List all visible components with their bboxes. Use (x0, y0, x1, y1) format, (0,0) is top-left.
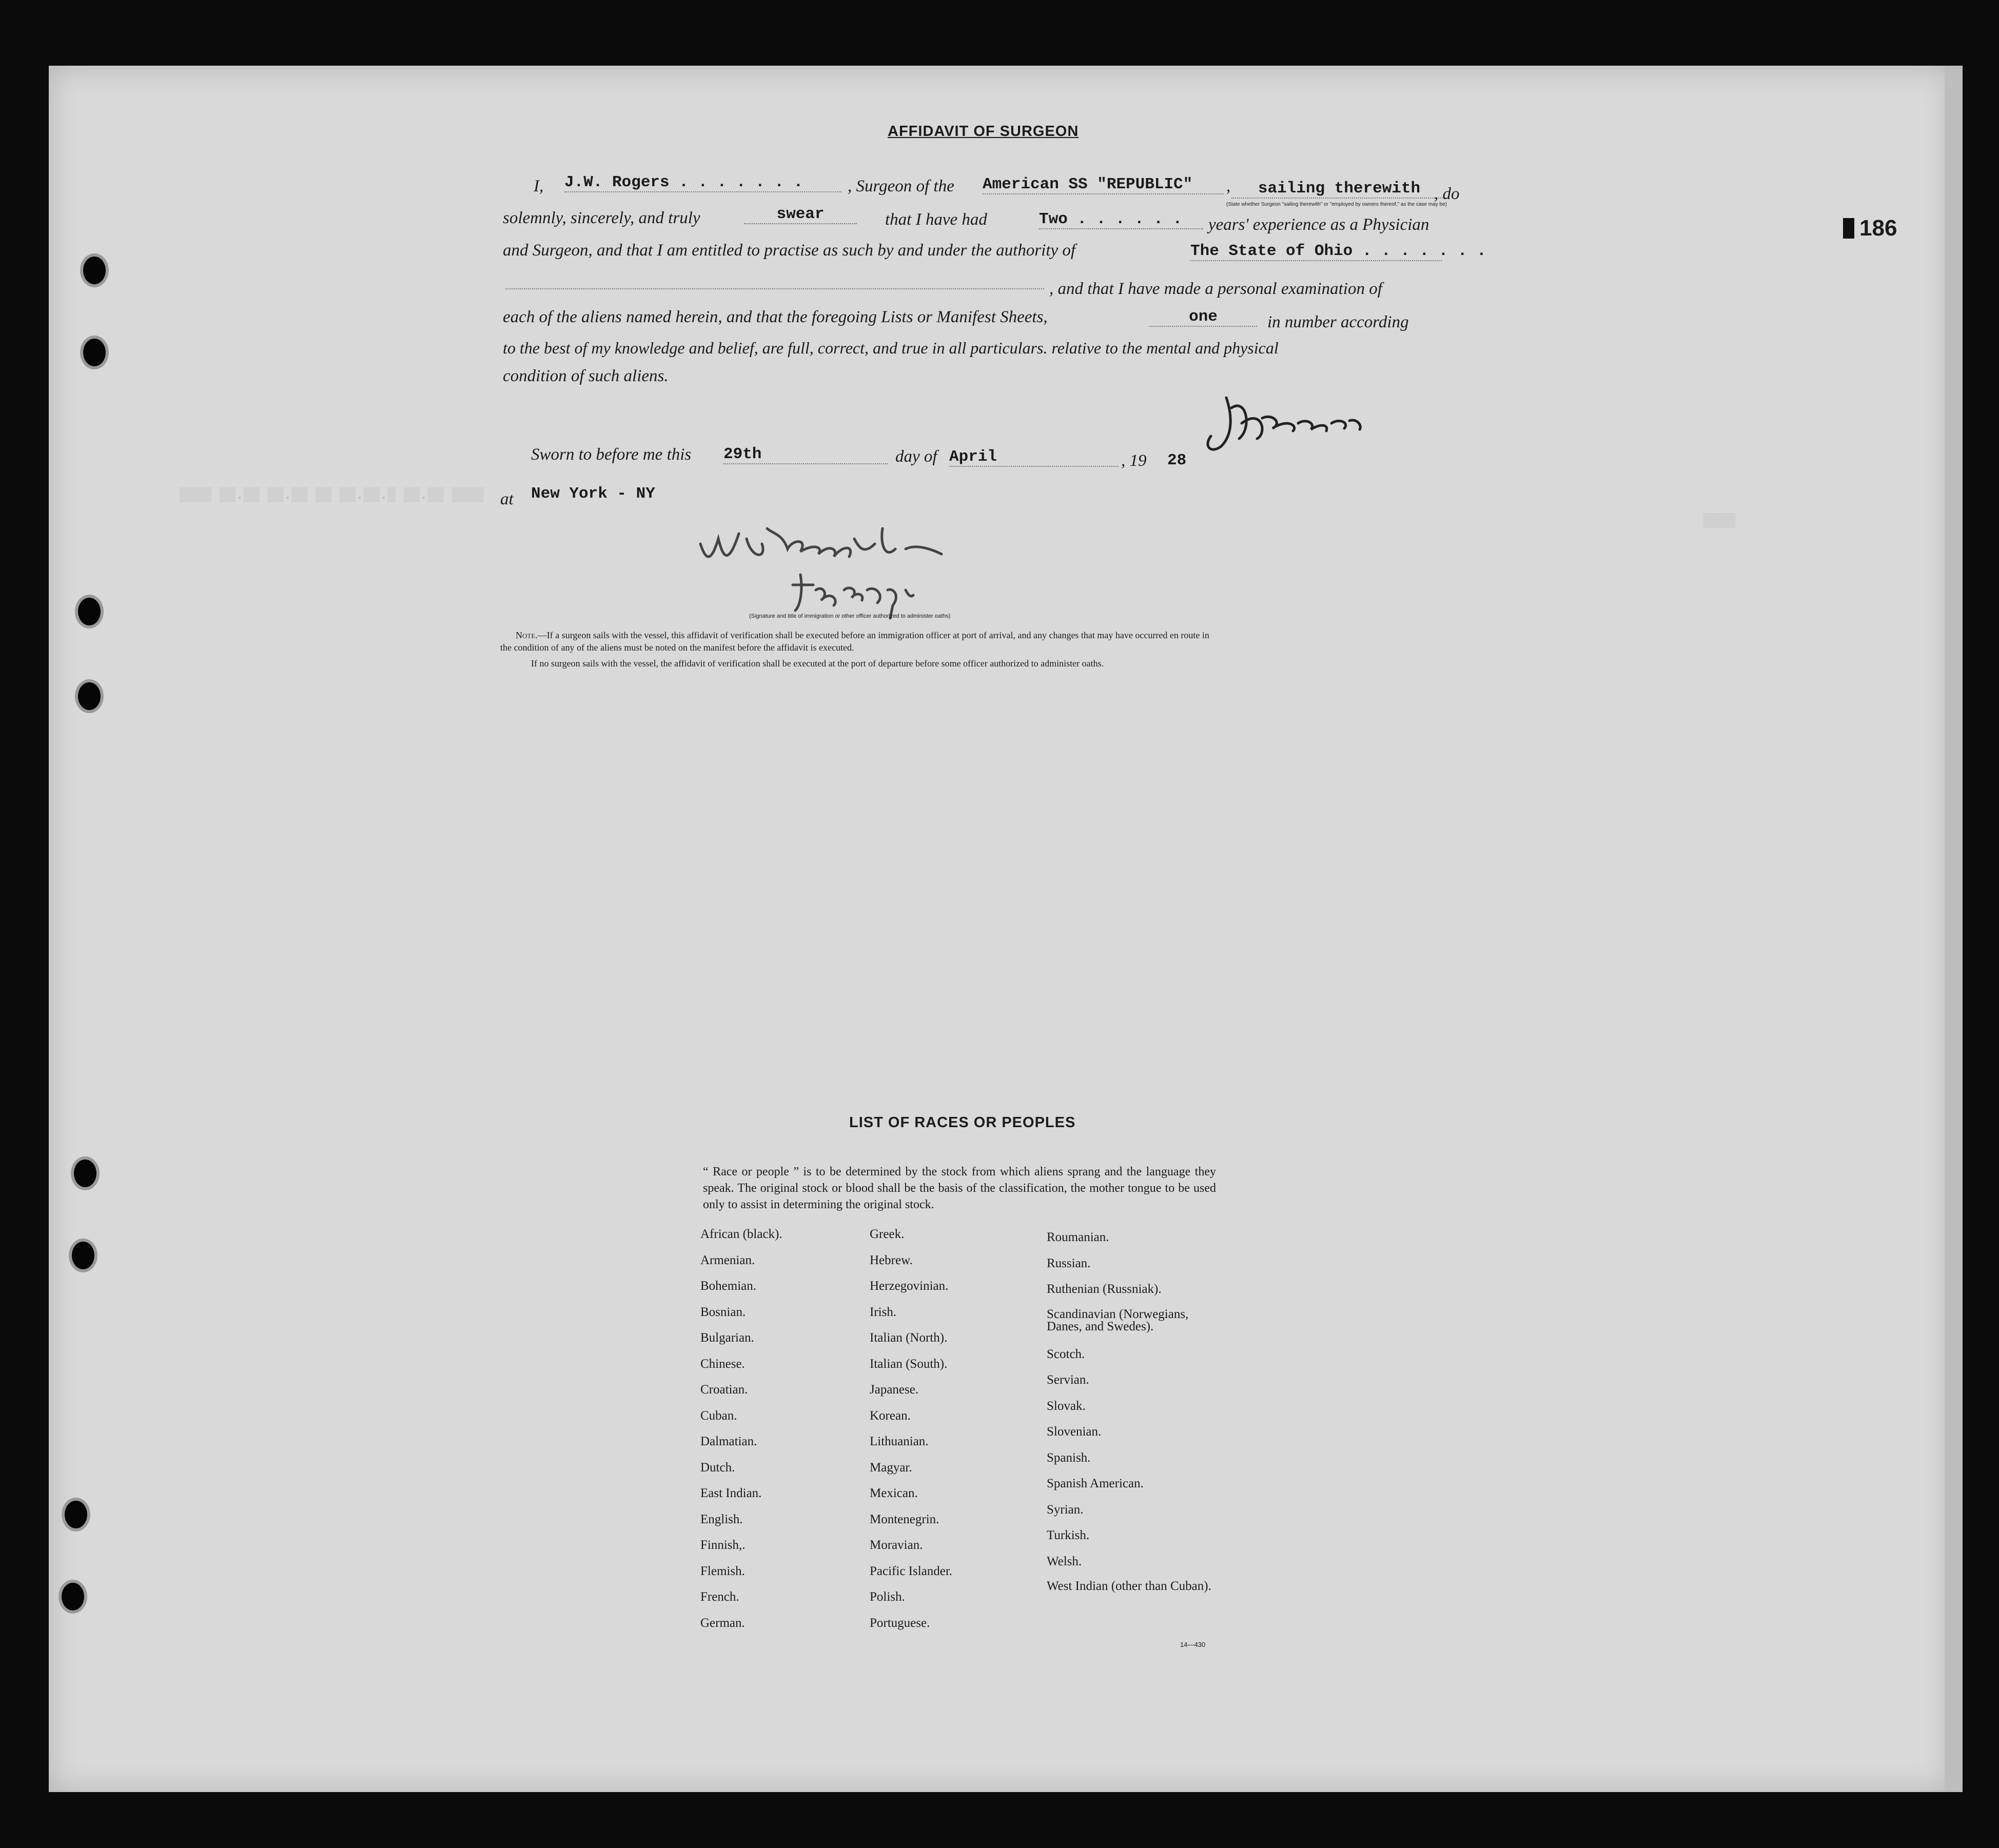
race-item: German. (700, 1616, 745, 1630)
vessel-name-field: American SS "REPUBLIC" (983, 175, 1224, 194)
race-item: Portuguese. (870, 1616, 930, 1630)
race-item: Slovak. (1047, 1399, 1086, 1413)
race-item: Armenian. (700, 1253, 755, 1267)
race-item: Servian. (1047, 1373, 1089, 1387)
race-item: Herzegovinian. (870, 1279, 949, 1293)
races-title: LIST OF RACES OR PEOPLES (849, 1114, 1076, 1131)
year-field: 28 (1167, 451, 1187, 469)
race-item: Irish. (870, 1305, 897, 1319)
binder-hole (78, 598, 101, 625)
races-column-3 (1047, 1230, 1216, 1619)
binder-hole (65, 1501, 87, 1528)
bleed-through-text: ▒▒▒▒ ▒▒.▒▒ ▒▒.▒▒ ▒▒ ▒▒.▒▒.▒ ▒▒.▒▒ ▒▒▒▒ (180, 487, 484, 503)
race-item: Slovenian. (1047, 1425, 1102, 1439)
years-field: Two . . . . . . (1039, 210, 1203, 229)
race-item: Mexican. (870, 1486, 918, 1500)
race-item: Pacific Islander. (870, 1564, 953, 1578)
race-item: Polish. (870, 1590, 905, 1604)
affidavit-text: day of (895, 447, 937, 466)
race-item: Hebrew. (870, 1253, 913, 1267)
race-item: Japanese. (870, 1383, 919, 1397)
race-item: Spanish. (1047, 1450, 1091, 1465)
race-item: Magyar. (870, 1460, 912, 1475)
race-item: Italian (South). (870, 1356, 948, 1371)
officer-signature (690, 513, 998, 626)
race-item: East Indian. (700, 1486, 762, 1500)
race-item: Turkish. (1047, 1528, 1090, 1542)
note-line-2: the condition of any of the aliens must be noted on the manifest before the affidavit is executed. (500, 642, 854, 653)
race-item: Finnish,. (700, 1538, 746, 1552)
race-item: Moravian. (870, 1538, 923, 1552)
affidavit-text: , Surgeon of the (848, 177, 954, 195)
surgeon-status-field: sailing therewith (1231, 180, 1447, 199)
affidavit-text: I, (534, 177, 544, 195)
affidavit-text: solemnly, sincerely, and truly (503, 209, 700, 227)
affidavit-text: in number according (1267, 313, 1409, 331)
race-item: West Indian (other than Cuban). (1047, 1579, 1211, 1593)
page-number: 186 (1843, 215, 1897, 241)
signature-caption: (Signature and title of immigration or other officer authorized to administer oaths) (749, 613, 951, 619)
races-list (700, 1227, 782, 1642)
binder-hole (74, 1159, 96, 1187)
race-item: Korean. (870, 1408, 911, 1423)
race-item: Welsh. (1047, 1554, 1082, 1568)
race-item: Bulgarian. (700, 1331, 754, 1345)
race-item: Croatian. (700, 1383, 748, 1397)
race-item: Syrian. (1047, 1502, 1084, 1517)
races-intro: “ Race or people ” is to be determined by the stock from which aliens sprang and the language they speak. The original stock or blood shall be the basis of the classification, the mother tongue to be used only to assist in determining the original stock. (703, 1165, 1216, 1211)
day-field: 29th (723, 445, 888, 464)
affidavit-text: that I have had (885, 210, 987, 229)
race-item: Spanish American. (1047, 1477, 1144, 1490)
races-list (1047, 1230, 1216, 1619)
race-item: Ruthenian (Russniak). (1047, 1282, 1162, 1296)
affidavit-text: , and that I have made a personal examination of (1049, 280, 1382, 298)
affidavit-text: to the best of my knowledge and belief, are full, correct, and true in all particulars. relative to the mental and physical (503, 339, 1279, 357)
races-column-2 (870, 1227, 952, 1642)
race-item: Cuban. (700, 1408, 737, 1423)
race-item: English. (700, 1512, 743, 1526)
races-column-1 (700, 1227, 782, 1642)
race-item: French. (700, 1590, 739, 1604)
race-item: Dutch. (700, 1460, 735, 1475)
surgeon-signature (1196, 387, 1390, 459)
note-line-3: If no surgeon sails with the vessel, the affidavit of verification shall be executed at the port of departure before some officer authorized to administer oaths. (531, 658, 1104, 669)
affidavit-text: , 19 (1121, 451, 1147, 470)
race-item: Flemish. (700, 1564, 745, 1578)
sheets-count-field: one (1149, 308, 1257, 327)
binder-hole (83, 339, 106, 366)
race-item: Russian. (1047, 1256, 1091, 1270)
note-label: Note. (516, 630, 538, 640)
race-item: Italian (North). (870, 1331, 948, 1345)
race-item: Scandinavian (Norwegians, Danes, and Swedes). (1047, 1307, 1189, 1333)
binder-hole (72, 1242, 94, 1269)
affidavit-text: condition of such aliens. (503, 367, 669, 385)
bleed-through-text: ▒▒▒▒ (1703, 513, 1736, 528)
affidavit-text: at (500, 490, 514, 508)
affidavit-text: and Surgeon, and that I am entitled to practise as such by and under the authority of (503, 241, 1076, 260)
month-field: April (949, 448, 1119, 467)
authority-field: The State of Ohio . . . . . . . (1190, 242, 1486, 260)
race-item: Bohemian. (700, 1279, 757, 1293)
field-hint: (State whether Surgeon "sailing therewith" or "employed by owners thereof," as the case may be) (1226, 202, 1447, 207)
affidavit-text: , (1226, 177, 1231, 195)
binder-hole (62, 1583, 84, 1610)
race-item: Scotch. (1047, 1347, 1085, 1361)
binder-hole (83, 257, 106, 284)
race-item: African (black). (700, 1227, 782, 1241)
affidavit-note (516, 630, 1209, 641)
race-item: Bosnian. (700, 1305, 746, 1319)
note-line-1: —If a surgeon sails with the vessel, this affidavit of verification shall be executed before an immigration officer at port of arrival, and any changes that may have occurred en route in (537, 630, 1209, 640)
race-item: Greek. (870, 1227, 905, 1241)
affidavit-text: each of the aliens named herein, and that the foregoing Lists or Manifest Sheets, (503, 308, 1048, 326)
page-edge (1945, 66, 1963, 1792)
race-item: Roumanian. (1047, 1230, 1109, 1244)
binder-hole (78, 682, 101, 710)
affidavit-text: Sworn to before me this (531, 445, 692, 464)
affidavit-text: years' experience as a Physician (1208, 215, 1429, 234)
oath-field: swear (744, 205, 857, 224)
affidavit-title: AFFIDAVIT OF SURGEON (888, 123, 1079, 140)
race-item: Montenegrin. (870, 1512, 939, 1526)
race-item: Chinese. (700, 1356, 745, 1371)
race-item: Dalmatian. (700, 1434, 757, 1448)
surgeon-name-field: J.W. Rogers . . . . . . . (564, 173, 841, 192)
form-number: 14—430 (1180, 1641, 1206, 1648)
blank-line (505, 287, 1044, 289)
page-marker-icon (1843, 218, 1854, 239)
race-item: Lithuanian. (870, 1434, 929, 1448)
races-list (870, 1227, 952, 1642)
affidavit-text: , do (1434, 185, 1460, 203)
place-field: New York - NY (531, 485, 655, 503)
